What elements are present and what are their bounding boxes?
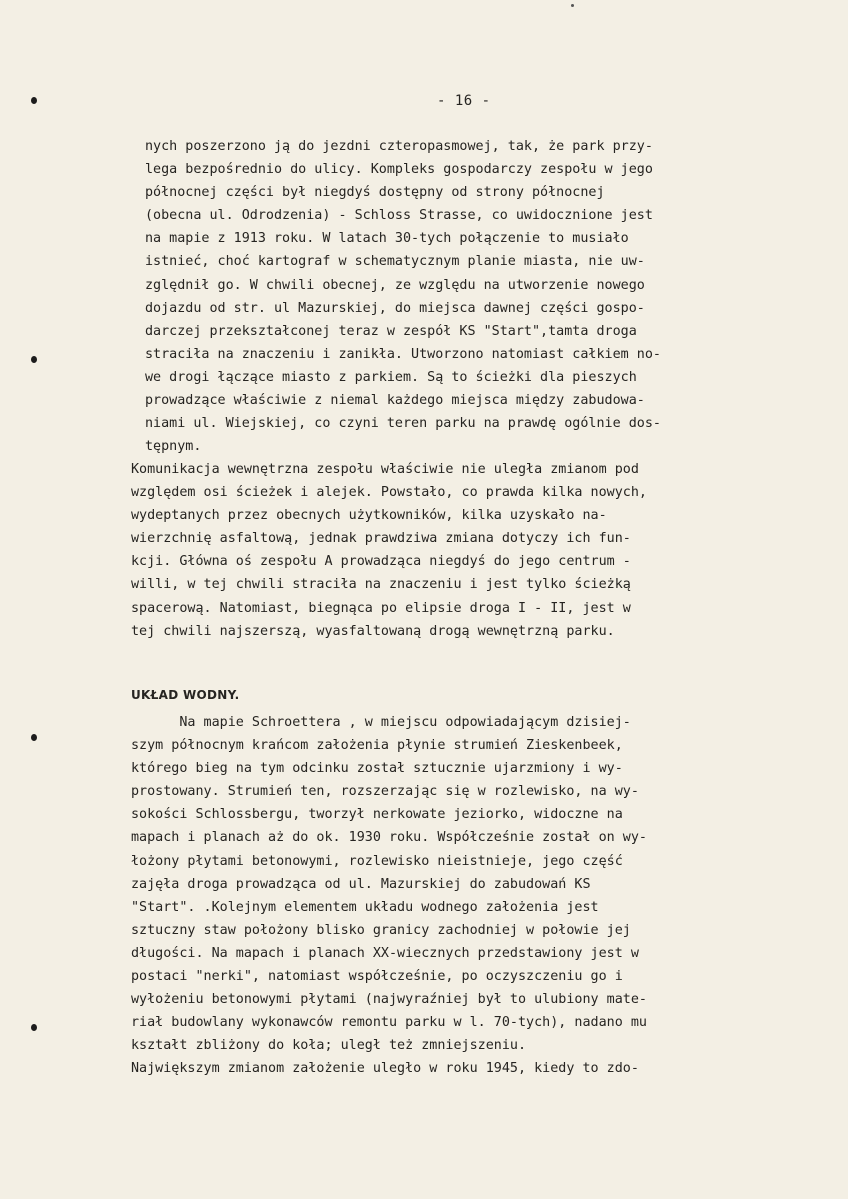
text-line: prostowany. Strumień ten, rozszerzając się w rozlewisko, na wy- — [131, 784, 639, 800]
text-line: "Start". .Kolejnym elementem układu wodnego założenia jest — [131, 899, 599, 915]
text-line: szym północnym krańcom założenia płynie strumień Zieskenbeek, — [131, 738, 623, 754]
text-line: lega bezpośrednio do ulicy. Kompleks gospodarczy zespołu w jego — [145, 162, 653, 178]
text-line: wierzchnię asfaltową, jednak prawdziwa zmiana dotyczy ich fun- — [131, 531, 631, 547]
text-line: Na mapie Schroettera , w miejscu odpowiadającym dzisiej- — [131, 715, 631, 730]
text-line: (obecna ul. Odrodzenia) - Schloss Strasse, co uwidocznione jest — [145, 208, 653, 224]
page-number: - 16 - — [437, 93, 491, 109]
text-line: względem osi ścieżek i alejek. Powstało, co prawda kilka nowych, — [131, 485, 647, 501]
text-line: długości. Na mapach i planach XX-wiecznych przedstawiony jest w — [131, 945, 639, 961]
text-line: we drogi łączące miasto z parkiem. Są to ścieżki dla pieszych — [145, 369, 637, 385]
text-line: Komunikacja wewnętrzna zespołu właściwie nie uległa zmianom pod — [131, 462, 639, 477]
text-line: północnej części był niegdyś dostępny od strony północnej — [145, 185, 605, 201]
text-line: na mapie z 1913 roku. W latach 30-tych połączenie to musiało — [145, 231, 629, 247]
text-line: dojazdu od str. ul Mazurskiej, do miejsca dawnej części gospo- — [145, 300, 645, 316]
text-line: wyłożeniu betonowymi płytami (najwyraźniej był to ulubiony mate- — [131, 992, 647, 1008]
text-line: straciła na znaczeniu i zanikła. Utworzono natomiast całkiem no- — [145, 346, 661, 362]
text-line: spacerową. Natomiast, biegnąca po elipsie droga I - II, jest w — [131, 600, 631, 616]
text-line: istnieć, choć kartograf w schematycznym planie miasta, nie uw- — [145, 254, 645, 270]
text-line: mapach i planach aż do ok. 1930 roku. Współcześnie został on wy- — [131, 830, 647, 846]
paragraph-access-roads — [145, 135, 800, 458]
binder-hole-bottom — [31, 1024, 37, 1031]
text-line: zględnił go. W chwili obecnej, ze względu na utworzenie nowego — [145, 277, 645, 293]
binder-hole-upper-middle — [31, 356, 37, 363]
section-heading-water-system: UKŁAD WODNY. — [131, 688, 240, 702]
text-line: riał budowlany wykonawców remontu parku w l. 70-tych), nadano mu — [131, 1015, 647, 1031]
text-line: willi, w tej chwili straciła na znaczeniu i jest tylko ścieżką — [131, 577, 631, 593]
text-line: kcji. Główna oś zespołu A prowadząca niegdyś do jego centrum - — [131, 554, 631, 570]
text-line: którego bieg na tym odcinku został sztucznie ujarzmiony i wy- — [131, 761, 623, 777]
binder-hole-top — [31, 97, 37, 104]
text-line: prowadzące właściwie z niemal każdego miejsca między zabudowa- — [145, 393, 645, 409]
text-line: darczej przekształconej teraz w zespół KS "Start",tamta droga — [145, 323, 637, 339]
top-dot-mark — [571, 4, 574, 7]
text-line: sztuczny staw położony blisko granicy zachodniej w połowie jej — [131, 922, 631, 938]
binder-hole-lower-middle — [31, 734, 37, 741]
text-line: nych poszerzono ją do jezdni czteropasmowej, tak, że park przy- — [145, 139, 653, 154]
paragraph-internal-communication — [131, 458, 800, 643]
text-line: kształt zbliżony do koła; uległ też zmniejszeniu. — [131, 1038, 527, 1054]
text-line: zajęła droga prowadząca od ul. Mazurskiej do zabudowań KS — [131, 876, 591, 892]
text-line: postaci "nerki", natomiast współcześnie, po oczyszczeniu go i — [131, 969, 623, 985]
text-line: Największym zmianom założenie uległo w roku 1945, kiedy to zdo- — [131, 1061, 639, 1077]
text-line: łożony płytami betonowymi, rozlewisko nieistnieje, jego część — [131, 853, 623, 869]
text-line: sokości Schlossbergu, tworzył nerkowate jeziorko, widoczne na — [131, 807, 623, 823]
paragraph-water-system — [131, 711, 800, 1081]
text-line: tępnym. — [145, 439, 202, 455]
text-line: niami ul. Wiejskiej, co czyni teren parku na prawdę ogólnie dos- — [145, 416, 661, 432]
text-line: wydeptanych przez obecnych użytkowników, kilka uzyskało na- — [131, 508, 607, 524]
text-line: tej chwili najszerszą, wyasfaltowaną drogą wewnętrzną parku. — [131, 623, 615, 639]
